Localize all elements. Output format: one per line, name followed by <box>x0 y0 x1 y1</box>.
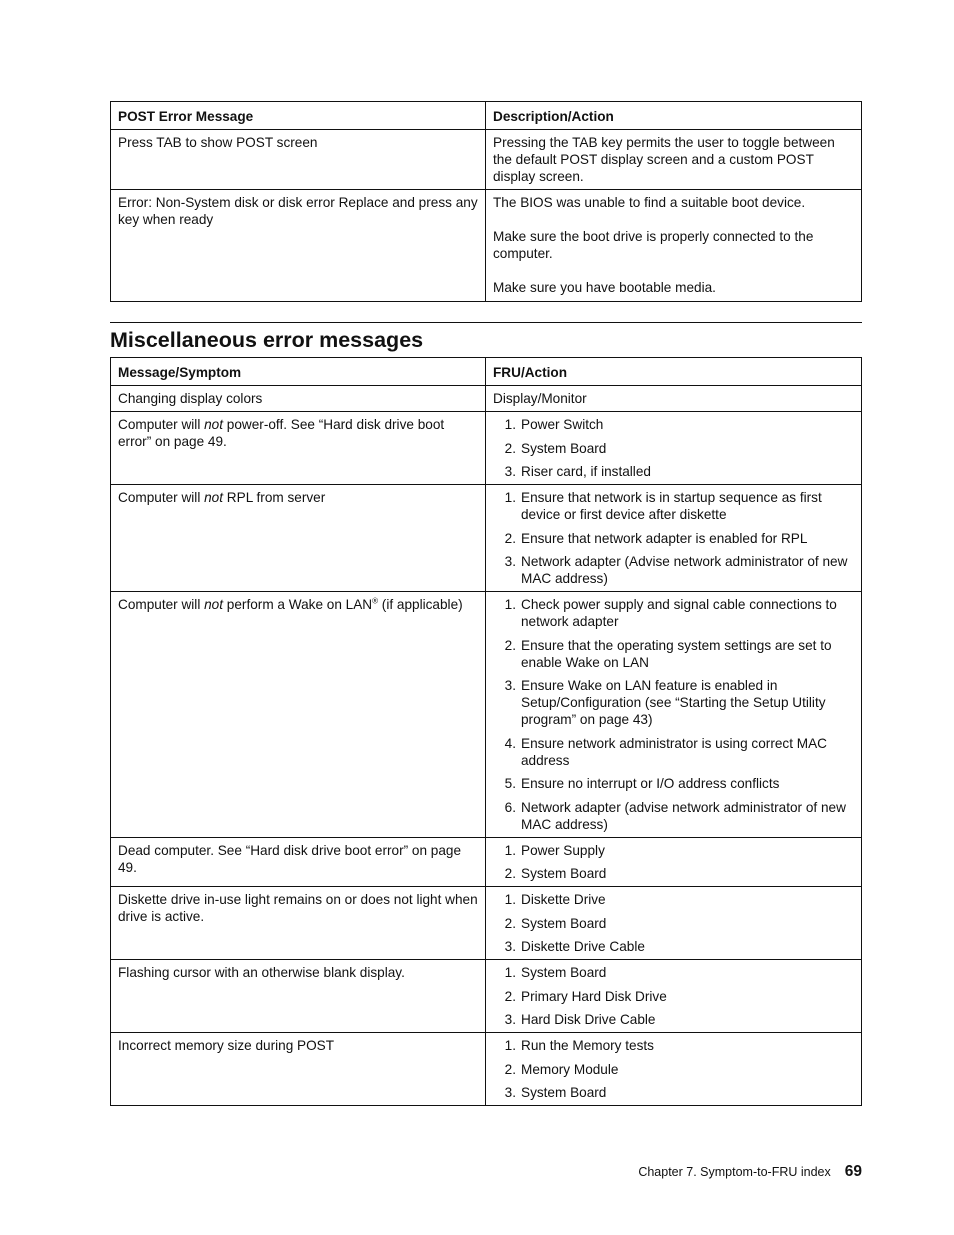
description-paragraph: The BIOS was unable to find a suitable boot device. <box>493 195 806 210</box>
table-row <box>111 592 862 838</box>
symptom-cell: Changing display colors <box>111 386 486 412</box>
description-paragraph: Make sure you have bootable media. <box>493 280 716 295</box>
symptom-cell <box>111 412 486 485</box>
list-item: Hard Disk Drive Cable <box>521 1012 656 1027</box>
column-header: FRU/Action <box>486 358 862 386</box>
symptom-emphasis: not <box>204 417 224 432</box>
fru-cell: Display/Monitor <box>486 386 862 412</box>
section-divider <box>110 322 862 323</box>
list-item: Network adapter (Advise network administrator of new MAC address) <box>521 554 848 586</box>
table-row <box>111 190 862 302</box>
symptom-text: Computer will <box>118 597 205 612</box>
post-description-cell <box>486 130 862 190</box>
fru-list <box>493 842 854 883</box>
column-header: Message/Symptom <box>111 358 486 386</box>
table-row <box>111 130 862 190</box>
list-item: Power Supply <box>521 842 605 858</box>
fru-cell <box>486 887 862 960</box>
list-item: Check power supply and signal cable connections to network adapter <box>521 597 837 629</box>
symptom-cell <box>111 592 486 838</box>
table-row <box>111 386 862 412</box>
table-row <box>111 960 862 1033</box>
fru-cell <box>486 412 862 485</box>
list-item: System Board <box>521 866 607 881</box>
list-item: Memory Module <box>521 1061 619 1077</box>
symptom-text: power-off. See “Hard disk drive boot error” on page 49. <box>118 417 445 449</box>
table-row <box>111 485 862 592</box>
fru-list <box>493 891 854 955</box>
table-row <box>111 412 862 485</box>
fru-list <box>493 416 854 480</box>
description-paragraph: Make sure the boot drive is properly connected to the computer. <box>493 229 814 261</box>
page-number: 69 <box>844 1163 862 1180</box>
list-item: Ensure Wake on LAN feature is enabled in Setup/Configuration (see “Starting the Setup Utility program” on page 43) <box>521 678 826 727</box>
post-error-table <box>110 101 862 302</box>
list-item: Riser card, if installed <box>521 464 651 479</box>
list-item: System Board <box>521 1085 607 1100</box>
footer-chapter: Chapter 7. Symptom-to-FRU index <box>638 1165 831 1179</box>
list-item: Ensure that the operating system settings are set to enable Wake on LAN <box>521 637 832 670</box>
list-item: Ensure network administrator is using correct MAC address <box>521 735 827 768</box>
table-row <box>111 837 862 887</box>
fru-cell <box>486 960 862 1033</box>
symptom-cell <box>111 485 486 592</box>
list-item: System Board <box>521 965 607 980</box>
symptom-cell: Incorrect memory size during POST <box>111 1033 486 1106</box>
post-description-cell <box>486 190 862 302</box>
misc-error-table <box>110 357 862 1106</box>
list-item: Primary Hard Disk Drive <box>521 988 667 1004</box>
list-item: Diskette Drive <box>521 892 606 907</box>
symptom-text: Computer will <box>118 490 205 505</box>
description-paragraph: Pressing the TAB key permits the user to toggle between the default POST display screen and a custom POST display screen. <box>493 135 835 184</box>
fru-list <box>493 596 854 833</box>
list-item: Ensure that network is in startup sequence as first device or first device after diskette <box>521 490 822 522</box>
table-header-row <box>111 102 862 130</box>
fru-cell <box>486 837 862 887</box>
table-header-row <box>111 358 862 386</box>
section-title: Miscellaneous error messages <box>110 328 424 352</box>
fru-cell <box>486 1033 862 1106</box>
column-header: Description/Action <box>486 102 862 130</box>
post-message-cell: Error: Non-System disk or disk error Replace and press any key when ready <box>111 190 486 302</box>
symptom-cell: Dead computer. See “Hard disk drive boot error” on page 49. <box>111 837 486 887</box>
list-item: Diskette Drive Cable <box>521 939 645 954</box>
list-item: System Board <box>521 915 607 931</box>
symptom-text: Computer will <box>118 417 205 432</box>
fru-list <box>493 964 854 1028</box>
list-item: Ensure no interrupt or I/O address conflicts <box>521 776 780 791</box>
list-item: Run the Memory tests <box>521 1038 654 1053</box>
registered-mark: ® <box>372 596 379 606</box>
symptom-emphasis: not <box>204 597 224 612</box>
page-footer <box>638 1163 862 1181</box>
table-row <box>111 887 862 960</box>
post-message-cell: Press TAB to show POST screen <box>111 130 486 190</box>
fru-list <box>493 1037 854 1101</box>
symptom-text: RPL from server <box>223 490 326 505</box>
list-item: Ensure that network adapter is enabled for RPL <box>521 530 808 546</box>
table-row <box>111 1033 862 1106</box>
fru-cell <box>486 592 862 838</box>
list-item: Power Switch <box>521 417 604 432</box>
column-header: POST Error Message <box>111 102 486 130</box>
symptom-text: (if applicable) <box>378 597 463 612</box>
symptom-emphasis: not <box>204 490 224 505</box>
fru-cell <box>486 485 862 592</box>
list-item: Network adapter (advise network administrator of new MAC address) <box>521 799 846 832</box>
fru-list <box>493 489 854 587</box>
symptom-cell: Flashing cursor with an otherwise blank display. <box>111 960 486 1033</box>
symptom-cell: Diskette drive in-use light remains on or does not light when drive is active. <box>111 887 486 960</box>
list-item: System Board <box>521 440 607 456</box>
symptom-text: perform a Wake on LAN <box>223 597 373 612</box>
